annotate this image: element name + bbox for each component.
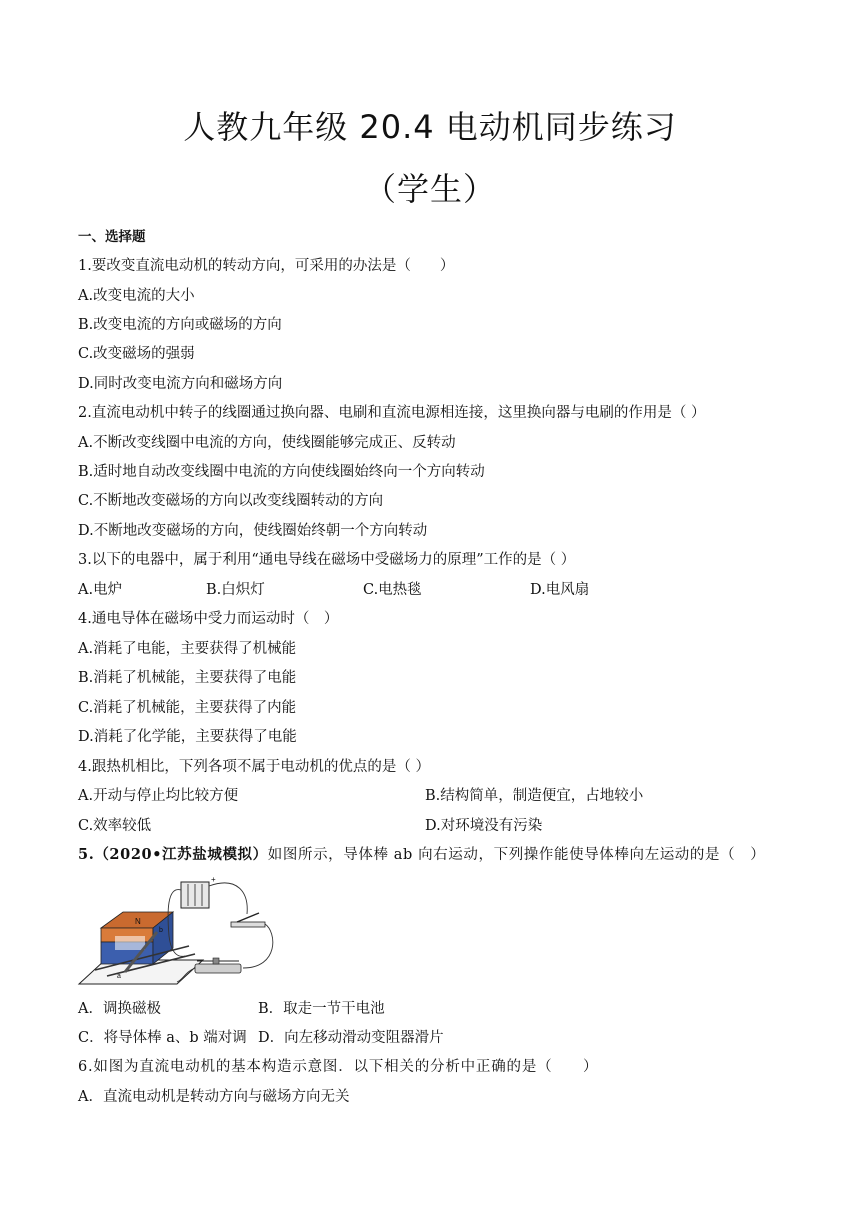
question-3-option-a: A.电炉 (78, 582, 123, 598)
question-3-option-b: B.白炽灯 (206, 582, 265, 598)
question-2-option-b: B.适时地自动改变线圈中电流的方向使线圈始终向一个方向转动 (78, 464, 485, 480)
question-2-option-d: D.不断地改变磁场的方向，使线圈始终朝一个方向转动 (78, 523, 428, 539)
question-4-option-b: B.消耗了机械能，主要获得了电能 (78, 670, 297, 686)
section-heading: 一、选择题 (78, 229, 146, 245)
question-1-option-b: B.改变电流的方向或磁场的方向 (78, 317, 282, 333)
document-subtitle: （学生） (363, 170, 496, 208)
question-3-option-d: D.电风扇 (530, 582, 590, 598)
question-6-stem: 6.如图为直流电动机的基本构造示意图．以下相关的分析中正确的是（ ） (78, 1059, 599, 1075)
question-1-option-d: D.同时改变电流方向和磁场方向 (78, 376, 283, 392)
rod-end-b-label: b (159, 927, 163, 934)
question-5-option-d: D．向左移动滑动变阻器滑片 (258, 1030, 444, 1046)
battery-plus-label: + (211, 875, 216, 884)
question-4b-option-c: C.效率较低 (78, 818, 152, 834)
question-1-option-a: A.改变电流的大小 (78, 288, 195, 304)
magnet-n-label: N (135, 917, 141, 926)
question-5-option-c: C．将导体棒 a、b 端对调 (78, 1030, 247, 1046)
question-5-option-a: A．调换磁极 (78, 1001, 161, 1017)
motor-experiment-figure (77, 872, 282, 990)
question-6-option-a: A．直流电动机是转动方向与磁场方向无关 (78, 1089, 350, 1105)
question-5-stem (78, 846, 765, 864)
question-1-stem: 1.要改变直流电动机的转动方向，可采用的办法是（ ） (78, 258, 455, 274)
question-4b-option-a: A.开动与停止均比较方便 (78, 788, 239, 804)
question-5-text: 如图所示，导体棒 ab 向右运动，下列操作能使导体棒向左运动的是（ ） (267, 847, 766, 863)
question-3-option-c: C.电热毯 (363, 582, 422, 598)
question-2-option-a: A.不断改变线圈中电流的方向，使线圈能够完成正、反转动 (78, 435, 456, 451)
question-2-stem: 2.直流电动机中转子的线圈通过换向器、电刷和直流电源相连接，这里换向器与电刷的作用是（ ） (78, 405, 706, 421)
document-title: 人教九年级 20.4 电动机同步练习 (183, 108, 677, 146)
question-4-stem: 4.通电导体在磁场中受力而运动时（ ） (78, 611, 339, 627)
question-4-option-d: D.消耗了化学能，主要获得了电能 (78, 729, 297, 745)
question-4-option-a: A.消耗了电能，主要获得了机械能 (78, 641, 297, 657)
question-4b-option-b: B.结构简单，制造便宜，占地较小 (425, 788, 644, 804)
question-4b-stem: 4.跟热机相比，下列各项不属于电动机的优点的是（ ） (78, 759, 430, 775)
question-4-option-c: C.消耗了机械能，主要获得了内能 (78, 700, 297, 716)
question-4b-option-d: D.对环境没有污染 (425, 818, 543, 834)
question-1-option-c: C.改变磁场的强弱 (78, 346, 195, 362)
question-2-option-c: C.不断地改变磁场的方向以改变线圈转动的方向 (78, 493, 384, 509)
rod-end-a-label: a (117, 973, 121, 980)
question-5-option-b: B．取走一节干电池 (258, 1001, 385, 1017)
question-5-source: 5.（2020•江苏盐城模拟） (78, 846, 268, 863)
question-3-stem: 3.以下的电器中，属于利用“通电导线在磁场中受磁场力的原理”工作的是（ ） (78, 552, 576, 568)
